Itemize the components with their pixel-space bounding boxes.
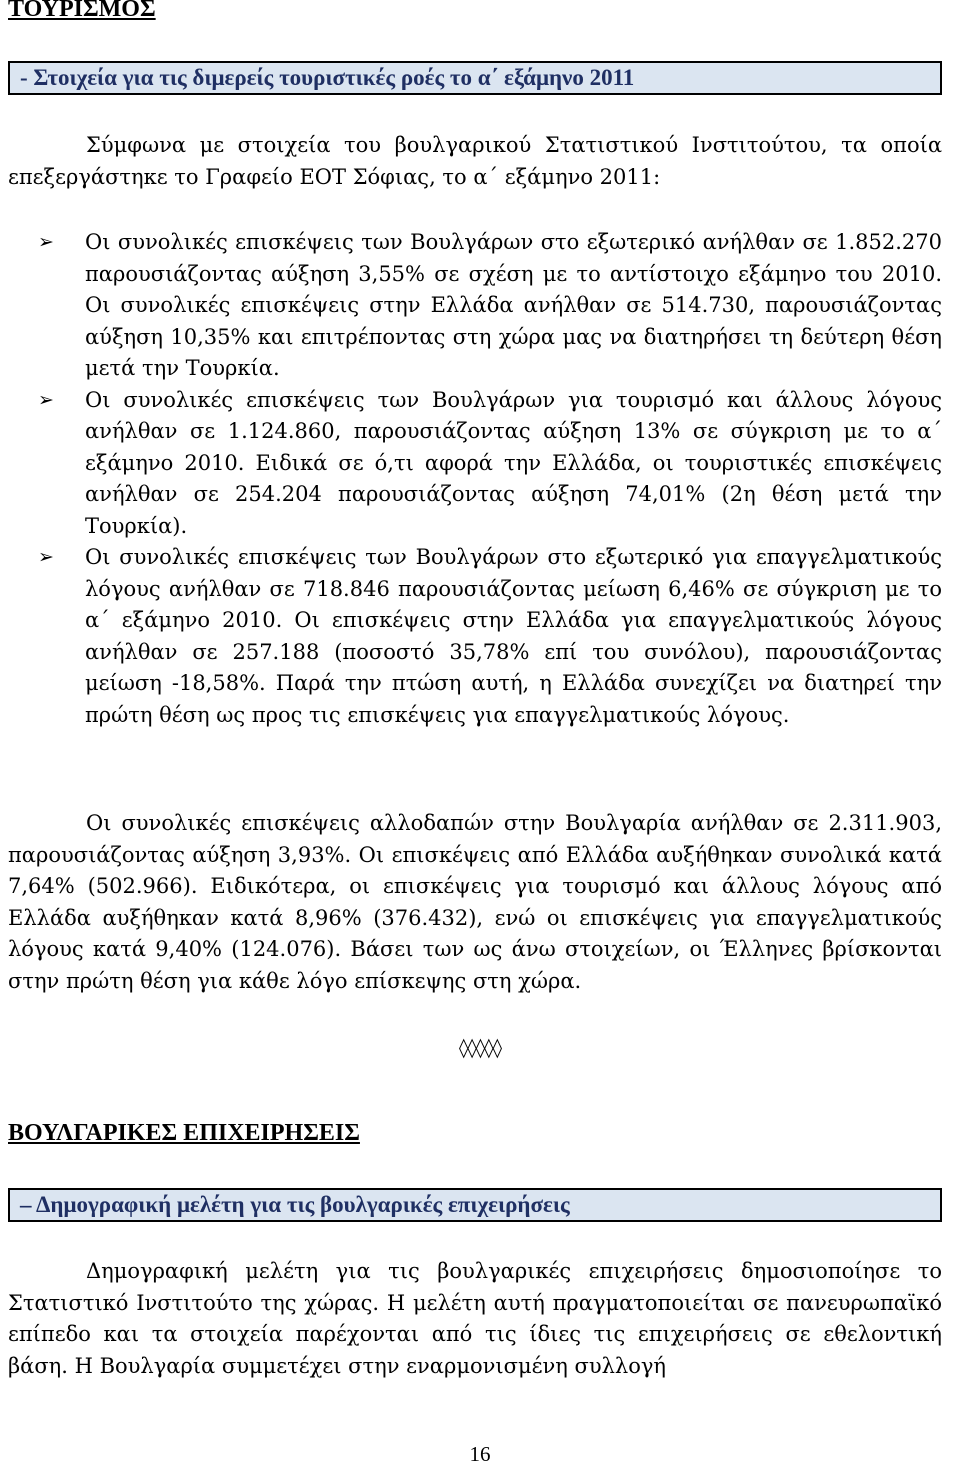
- list-item: [8, 542, 942, 731]
- section-divider: ◊◊◊◊◊: [459, 1037, 501, 1059]
- tourism-subheading-bar: - Στοιχεία για τις διμερείς τουριστικές ροές το α΄ εξάμηνο 2011: [8, 61, 942, 95]
- list-item: [8, 385, 942, 543]
- page-number: 16: [469, 1442, 491, 1466]
- business-subheading-bar: – Δημογραφική μελέτη για τις βουλγαρικές επιχειρήσεις: [8, 1188, 942, 1222]
- bullet-text: Οι συνολικές επισκέψεις των Βουλγάρων στο εξωτερικό ανήλθαν σε 1.852.270 παρουσιάζοντας αύξηση 3,55% σε σχέση με το αντίστοιχο εξάμηνο του 2010. Οι συνολικές επισκέψεις στην Ελλάδα ανήλθαν σε 514.730, παρουσιάζοντας αύξηση 10,35% και επιτρέποντας στη χώρα μας να διατηρήσει τη δεύτερη θέση μετά την Τουρκία.: [85, 230, 942, 380]
- foreign-visits-paragraph: Οι συνολικές επισκέψεις αλλοδαπών στην Βουλγαρία ανήλθαν σε 2.311.903, παρουσιάζοντας αύξηση 3,93%. Οι επισκέψεις από Ελλάδα αυξήθηκαν συνολικά κατά 7,64% (502.966). Ειδικότερα, οι επισκέψεις για τουρισμό και άλλους λόγους από Ελλάδα αυξήθηκαν κατά 8,96% (376.432), ενώ οι επισκέψεις για επαγγελματικούς λόγους κατά 9,40% (124.076). Βάσει των ως άνω στοιχείων, οι Έλληνες βρίσκονται στην πρώτη θέση για κάθε λόγο επίσκεψης στη χώρα.: [8, 811, 942, 993]
- bullet-text: Οι συνολικές επισκέψεις των Βουλγάρων για τουρισμό και άλλους λόγους ανήλθαν σε 1.124.860, παρουσιάζοντας αύξηση 13% σε σύγκριση με το α΄ εξάμηνο 2010. Ειδικά σε ό,τι αφορά την Ελλάδα, οι τουριστικές επισκέψεις ανήλθαν σε 254.204 παρουσιάζοντας αύξηση 74,01% (2η θέση μετά την Τουρκία).: [85, 387, 942, 538]
- business-heading: ΒΟΥΛΓΑΡΙΚΕΣ ΕΠΙΧΕΙΡΗΣΕΙΣ: [8, 1120, 360, 1146]
- tourism-heading: ΤΟΥΡΙΣΜΟΣ: [8, 0, 156, 22]
- business-paragraph: Δημογραφική μελέτη για τις βουλγαρικές επιχειρήσεις δημοσιοποίησε το Στατιστικό Ινστιτούτο της χώρας. Η μελέτη αυτή πραγματοποιείται σε πανευρωπαϊκό επίπεδο και τα στοιχεία παρέχονται από τις ίδιες τις επιχειρήσεις σε εθελοντική βάση. Η Βουλγαρία συμμετέχει στην εναρμονισμένη συλλογή: [8, 1259, 942, 1378]
- bullet-text: Οι συνολικές επισκέψεις των Βουλγάρων στο εξωτερικό για επαγγελματικούς λόγους ανήλθαν σε 718.846 παρουσιάζοντας μείωση 6,46% σε σύγκριση με το α΄ εξάμηνο 2010. Οι επισκέψεις στην Ελλάδα για επαγγελματικούς λόγους ανήλθαν σε 257.188 (ποσοστό 35,78% επί του συνόλου), παρουσιάζοντας μείωση -18,58%. Παρά την πτώση αυτή, η Ελλάδα συνεχίζει να διατηρεί την πρώτη θέση ως προς τις επισκέψεις για επαγγελματικούς λόγους.: [85, 545, 942, 727]
- tourism-bullet-list: [8, 227, 942, 731]
- arrow-bullet-icon: ➢: [38, 231, 54, 253]
- tourism-intro-paragraph: Σύμφωνα με στοιχεία του βουλγαρικού Στατιστικού Ινστιτούτου, τα οποία επεξεργάστηκε το Γραφείο ΕΟΤ Σόφιας, το α΄ εξάμηνο 2011:: [8, 133, 942, 189]
- list-item: [8, 227, 942, 385]
- arrow-bullet-icon: ➢: [38, 388, 54, 411]
- arrow-bullet-icon: ➢: [38, 546, 54, 568]
